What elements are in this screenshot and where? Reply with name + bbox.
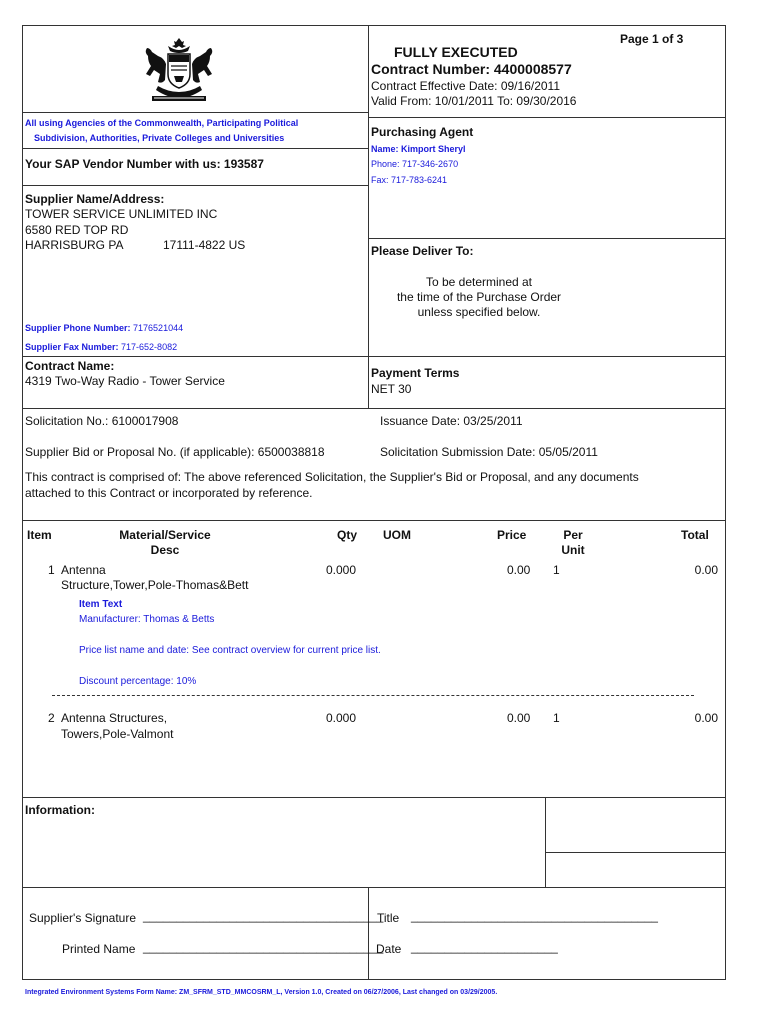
item-text-discount: Discount percentage: 10% [79, 676, 197, 687]
row-1-per: 1 [553, 563, 560, 577]
divider-table-top [22, 520, 726, 521]
contract-name-value: 4319 Two-Way Radio - Tower Service [25, 374, 225, 388]
divider-supplier-top [22, 185, 369, 186]
supplier-signature-label: Supplier's Signature [29, 911, 137, 925]
item-text-manufacturer: Manufacturer: Thomas & Betts [79, 614, 215, 625]
purchasing-agent-phone: Phone: 717-346-2670 [371, 159, 459, 169]
supplier-city: HARRISBURG PA [25, 238, 124, 252]
row-1-num: 1 [48, 563, 55, 577]
divider-solicitation-top [22, 408, 726, 409]
title-line[interactable]: _____________________________________ [411, 909, 658, 923]
col-header-uom: UOM [383, 528, 411, 542]
status-title: FULLY EXECUTED [394, 44, 518, 60]
supplier-signature-line[interactable]: ____________________________________ [143, 909, 384, 923]
col-header-price: Price [497, 528, 527, 542]
divider-header-mid [368, 25, 369, 408]
divider-vendor-top [22, 148, 369, 149]
frame-right [725, 25, 726, 980]
printed-name-line[interactable]: ____________________________________ [143, 940, 384, 954]
supplier-zip: 17111-4822 US [163, 238, 246, 252]
date-line[interactable]: ______________________ [411, 940, 558, 954]
solicitation-number: Solicitation No.: 6100017908 [25, 414, 179, 428]
information-heading: Information: [25, 803, 95, 817]
divider-agent-top [368, 117, 726, 118]
col-header-per-2: Unit [561, 543, 585, 557]
deliver-line-3: unless specified below. [417, 305, 541, 319]
supplier-fax-label: Supplier Fax Number: [25, 342, 119, 352]
title-label: Title [377, 911, 400, 925]
bid-proposal-number: Supplier Bid or Proposal No. (if applicable): 6500038818 [25, 445, 325, 459]
supplier-heading: Supplier Name/Address: [25, 192, 165, 206]
frame-bottom [22, 979, 726, 980]
divider-signature-mid [368, 887, 369, 979]
col-header-total: Total [681, 528, 709, 542]
agencies-line-2: Subdivision, Authorities, Private Colleges and Universities [34, 133, 285, 143]
supplier-phone-value: 7176521044 [133, 323, 184, 333]
col-header-per-1: Per [563, 528, 583, 542]
divider-contract-top [22, 356, 726, 357]
pennsylvania-coat-of-arms-icon [138, 36, 220, 104]
comprised-line-1: This contract is comprised of: The above referenced Solicitation, the Supplier's Bid or Proposal, and any documents [25, 470, 639, 484]
comprised-line-2: attached to this Contract or incorporated by reference. [25, 486, 313, 500]
col-header-desc-2: Desc [150, 543, 180, 557]
purchasing-agent-fax: Fax: 717-783-6241 [371, 175, 448, 185]
row-1-price: 0.00 [507, 563, 531, 577]
submission-date: Solicitation Submission Date: 05/05/2011 [380, 445, 598, 459]
row-2-desc-2: Towers,Pole-Valmont [61, 727, 174, 741]
supplier-name: TOWER SERVICE UNLIMITED INC [25, 207, 218, 221]
item-text-heading: Item Text [79, 599, 123, 610]
divider-agencies-top [22, 112, 369, 113]
row-2-qty: 0.000 [326, 711, 357, 725]
divider-info-mid [545, 797, 546, 887]
deliver-line-1: To be determined at [425, 275, 533, 289]
supplier-phone [25, 322, 183, 334]
page-indicator: Page 1 of 3 [620, 32, 684, 46]
supplier-fax [25, 341, 177, 353]
col-header-item: Item [27, 528, 52, 542]
divider-info-right [545, 852, 726, 853]
row-1-desc-1: Antenna [61, 563, 106, 577]
form-footer: Integrated Environment Systems Form Name: ZM_SFRM_STD_MMCOSRM_L, Version 1.0, Created on 06/27/2006, Last changed on 03/29/2005. [25, 989, 498, 996]
divider-info-top [22, 797, 726, 798]
col-header-desc-1: Material/Service [119, 528, 211, 542]
contract-valid-dates: Valid From: 10/01/2011 To: 09/30/2016 [371, 94, 577, 108]
deliver-heading: Please Deliver To: [371, 244, 474, 258]
date-label: Date [376, 942, 402, 956]
row-separator [52, 695, 694, 696]
supplier-street: 6580 RED TOP RD [25, 223, 129, 237]
row-1-qty: 0.000 [326, 563, 357, 577]
row-2-per: 1 [553, 711, 560, 725]
frame-top [22, 25, 726, 26]
contract-number: Contract Number: 4400008577 [371, 61, 572, 77]
deliver-line-2: the time of the Purchase Order [396, 290, 562, 304]
supplier-fax-value: 717-652-8082 [121, 342, 178, 352]
row-2-num: 2 [48, 711, 55, 725]
issuance-date: Issuance Date: 03/25/2011 [380, 414, 523, 428]
payment-terms-value: NET 30 [371, 382, 412, 396]
row-2-desc-1: Antenna Structures, [61, 711, 168, 725]
purchasing-agent-name: Name: Kimport Sheryl [371, 144, 466, 154]
divider-signature-top [22, 887, 726, 888]
frame-left [22, 25, 23, 980]
payment-terms-heading: Payment Terms [371, 366, 460, 380]
contract-effective-date: Contract Effective Date: 09/16/2011 [371, 79, 561, 93]
purchasing-agent-heading: Purchasing Agent [371, 125, 474, 139]
agencies-line-1: All using Agencies of the Commonwealth, Participating Political [25, 118, 299, 128]
row-2-price: 0.00 [507, 711, 531, 725]
row-2-total: 0.00 [694, 711, 718, 725]
contract-name-heading: Contract Name: [25, 359, 115, 373]
vendor-number: Your SAP Vendor Number with us: 193587 [25, 157, 264, 171]
row-1-total: 0.00 [694, 563, 718, 577]
supplier-phone-label: Supplier Phone Number: [25, 323, 131, 333]
item-text-price-list: Price list name and date: See contract overview for current price list. [79, 645, 381, 656]
row-1-desc-2: Structure,Tower,Pole-Thomas&Bett [61, 578, 249, 592]
divider-deliver-top [368, 238, 726, 239]
printed-name-label: Printed Name [62, 942, 136, 956]
col-header-qty: Qty [337, 528, 358, 542]
